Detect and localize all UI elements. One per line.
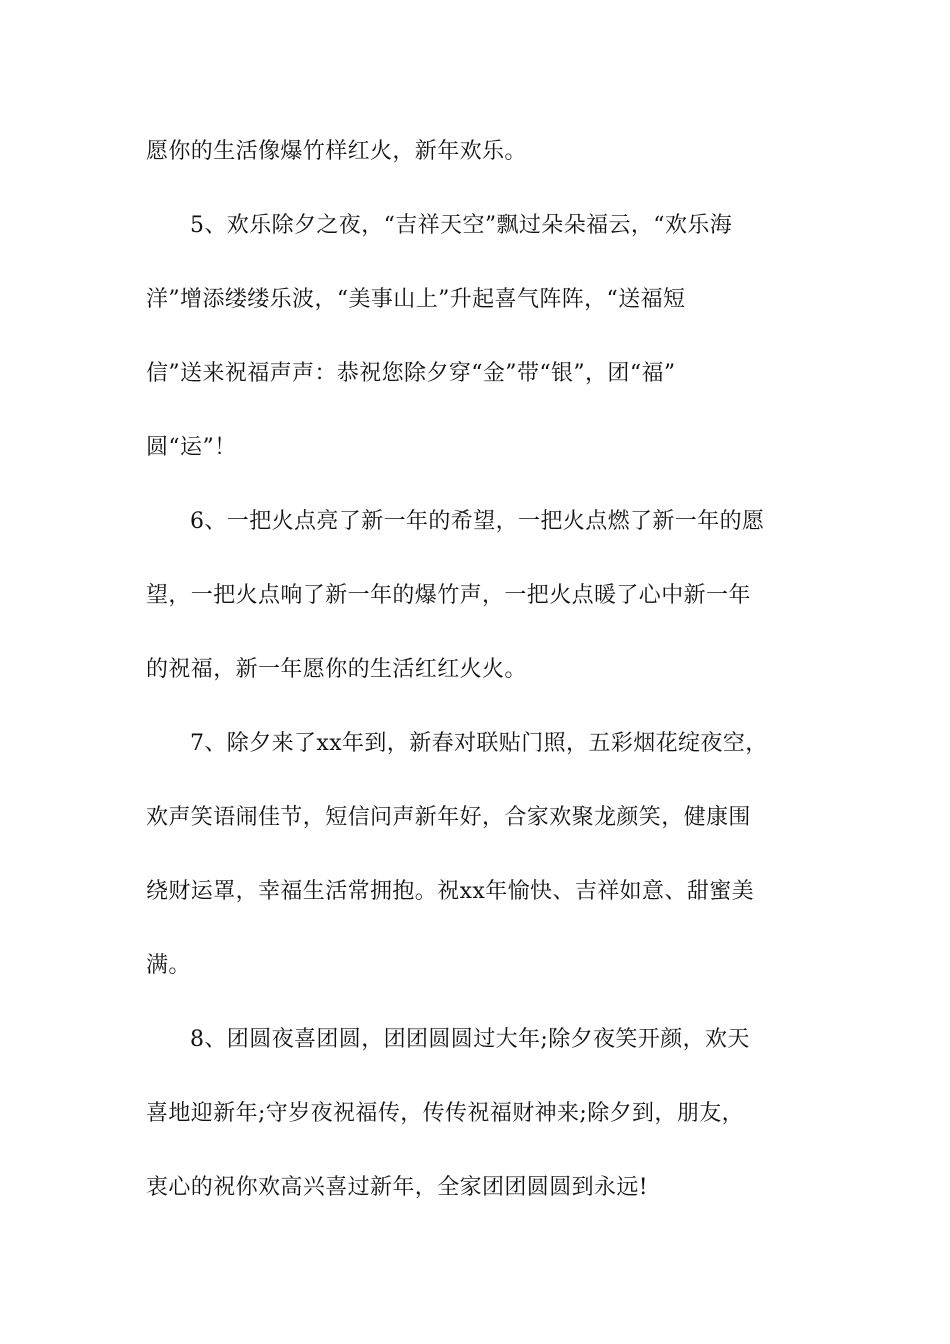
paragraph-7-line-3: 绕财运罩，幸福生活常拥抱。祝xx年愉快、吉祥如意、甜蜜美	[146, 879, 755, 904]
paragraph-6-line-1: 6、一把火点亮了新一年的希望，一把火点燃了新一年的愿	[190, 509, 765, 534]
paragraph-8-line-1: 8、团圆夜喜团圆，团团圆圆过大年;除夕夜笑开颜，欢天	[190, 1027, 750, 1052]
paragraph-5-line-1: 5、欢乐除夕之夜，“吉祥天空”飘过朵朵福云，“欢乐海	[190, 213, 733, 238]
paragraph-8-line-2: 喜地迎新年;守岁夜祝福传，传传祝福财神来;除夕到，朋友，	[146, 1101, 745, 1126]
paragraph-4-line-tail: 愿你的生活像爆竹样红火，新年欢乐。	[146, 139, 527, 164]
paragraph-7-line-1: 7、除夕来了xx年到，新春对联贴门照，五彩烟花绽夜空，	[190, 731, 768, 756]
paragraph-5-line-4: 圆“运”！	[146, 435, 237, 460]
paragraph-5-line-3: 信”送来祝福声声：恭祝您除夕穿“金”带“银”，团“福”	[146, 361, 676, 386]
paragraph-6-line-2: 望，一把火点响了新一年的爆竹声，一把火点暖了心中新一年	[146, 583, 751, 608]
paragraph-5-line-2: 洋”增添缕缕乐波，“美事山上”升起喜气阵阵，“送福短	[146, 287, 686, 312]
paragraph-7-line-2: 欢声笑语闹佳节，短信问声新年好，合家欢聚龙颜笑，健康围	[146, 805, 751, 830]
paragraph-6-line-3: 的祝福，新一年愿你的生活红红火火。	[146, 657, 527, 682]
paragraph-7-line-4: 满。	[146, 953, 191, 978]
paragraph-8-line-3: 衷心的祝你欢高兴喜过新年，全家团团圆圆到永远!	[146, 1175, 649, 1200]
